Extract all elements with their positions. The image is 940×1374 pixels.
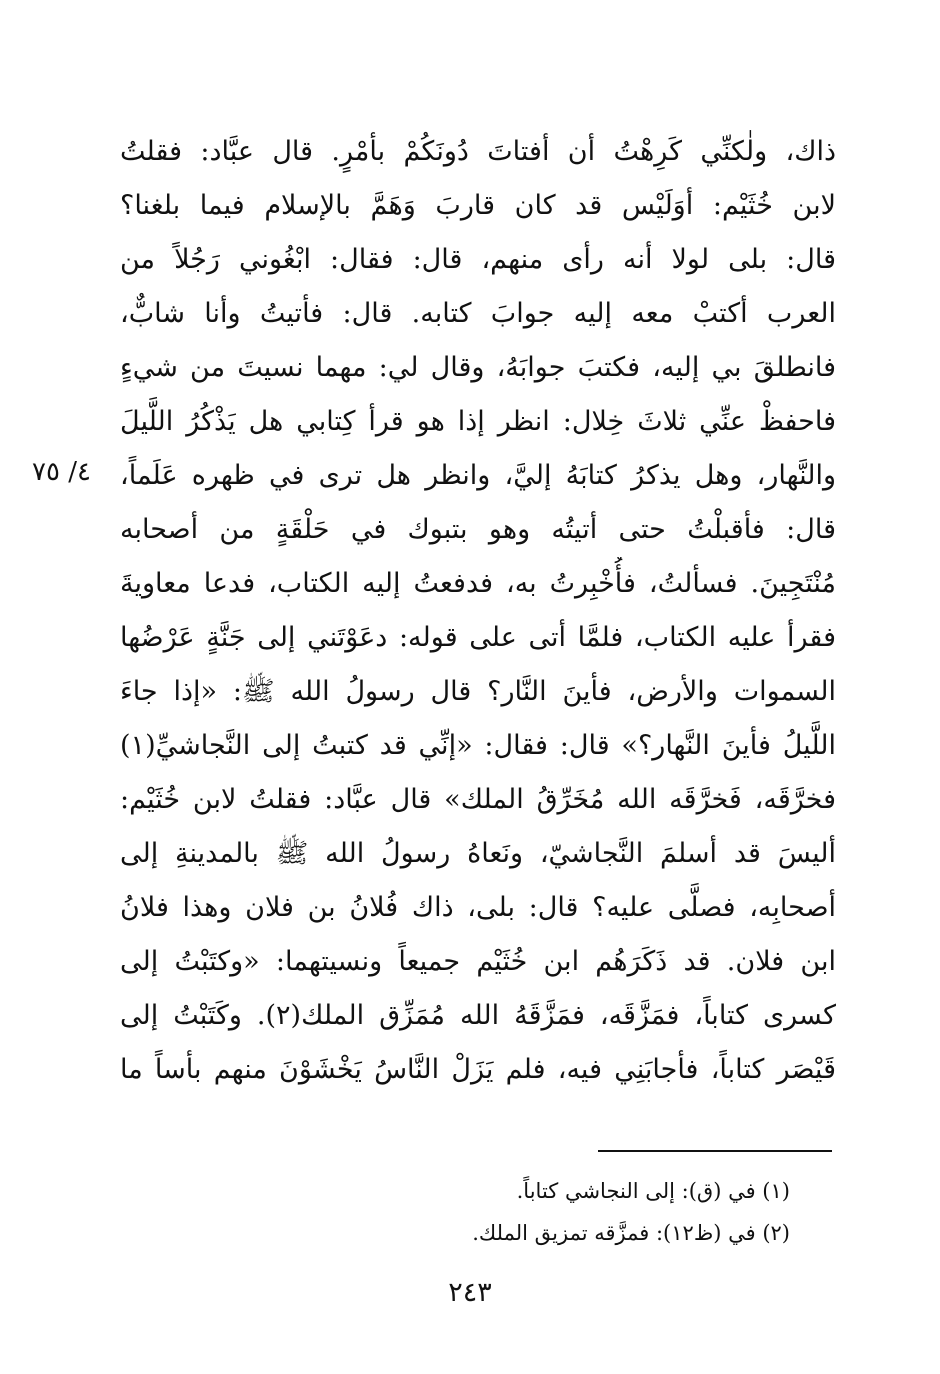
- text-line: اللَّيلُ فأينَ النَّهار؟» قال: فقال: «إنِّي قد كتبتُ إلى النَّجاشيِّ(١): [120, 730, 836, 761]
- text-line: فقرأ عليه الكتاب، فلمَّا أتى على قوله: دعَوْتَني إلى جَنَّةٍ عَرْضُها: [120, 622, 836, 653]
- text-line: ذاك، ولٰكنِّي كَرِهْتُ أن أفتاتَ دُونَكُمْ بأمْرٍ. قال عبَّاد: فقلتُ: [120, 136, 836, 167]
- page-number: ٢٤٣: [448, 1277, 492, 1308]
- text-line: كسرى كتاباً، فمَزَّقَه، فمَزَّقَهُ الله مُمَزِّق الملك(٢). وكَتَبْتُ إلى: [120, 1000, 836, 1031]
- footnote-1: (١) في (ق): إلى النجاشي كتاباً.: [516, 1179, 790, 1203]
- text-line: فخرَّقَه، فَخرَّقَه الله مُخَرِّقُ الملك» قال عبَّاد: فقلتُ لابن خُثَيْم:: [120, 784, 836, 815]
- text-line: أليسَ قد أسلمَ النَّجاشيّ، ونَعاهُ رسولُ الله ﷺ بالمدينةِ إلى: [120, 838, 836, 869]
- main-text: [120, 125, 836, 1097]
- text-line: فاحفظْ عنِّي ثلاثَ خِلال: انظر إذا هو قرأ كِتابي هل يَذْكُرُ اللَّيلَ: [120, 406, 836, 437]
- text-line: أصحابِه، فصلَّى عليه؟ قال: بلى، ذاك فُلانُ بن فلان وهذا فلانُ: [120, 892, 836, 923]
- text-line: قال: فأقبلْتُ حتى أتيتُه وهو بتبوك في حَلْقَةٍ من أصحابه: [120, 514, 836, 545]
- text-line: مُنْتَجِينَ. فسألتُ، فأُخْبِرتُ به، فدفعتُ إليه الكتاب، فدعا معاويةَ: [120, 568, 836, 599]
- text-line: السموات والأرض، فأينَ النَّار؟ قال رسولُ الله ﷺ: «إذا جاءَ: [120, 676, 836, 707]
- text-line: والنَّهار، وهل يذكرُ كتابَهُ إليَّ، وانظر هل ترى في ظهره عَلَماً،: [120, 460, 836, 491]
- margin-volume-page-reference: ٤/ ٧٥: [32, 457, 91, 487]
- text-line: قال: بلى لولا أنه رأى منهم، قال: فقال: ابْغُوني رَجُلاً من: [120, 244, 836, 275]
- text-line: لابن خُثَيْم: أوَلَيْس قد كان قاربَ وَهَمَّ بالإسلام فيما بلغنا؟: [120, 190, 836, 221]
- footnote-divider: [598, 1150, 832, 1152]
- text-line: ابن فلان. قد ذَكَرَهُم ابن خُثَيْم جميعاً ونسيتهما: «وكتَبْتُ إلى: [120, 946, 836, 977]
- footnote-2: (٢) في (ظ١٢): فمزَّقه تمزيق الملك.: [472, 1221, 790, 1245]
- text-line: قَيْصَر كتاباً، فأجابَنِي فيه، فلم يَزَلْ النَّاسُ يَخْشَوْنَ منهم بأساً ما: [120, 1054, 836, 1085]
- text-line: فانطلقَ بي إليه، فكتبَ جوابَهُ، وقال لي: مهما نسيتَ من شيءٍ: [120, 352, 836, 383]
- footnotes: [300, 1170, 790, 1254]
- text-line: العرب أكتبْ معه إليه جوابَ كتابه. قال: فأتيتُ وأنا شابٌّ،: [120, 298, 836, 329]
